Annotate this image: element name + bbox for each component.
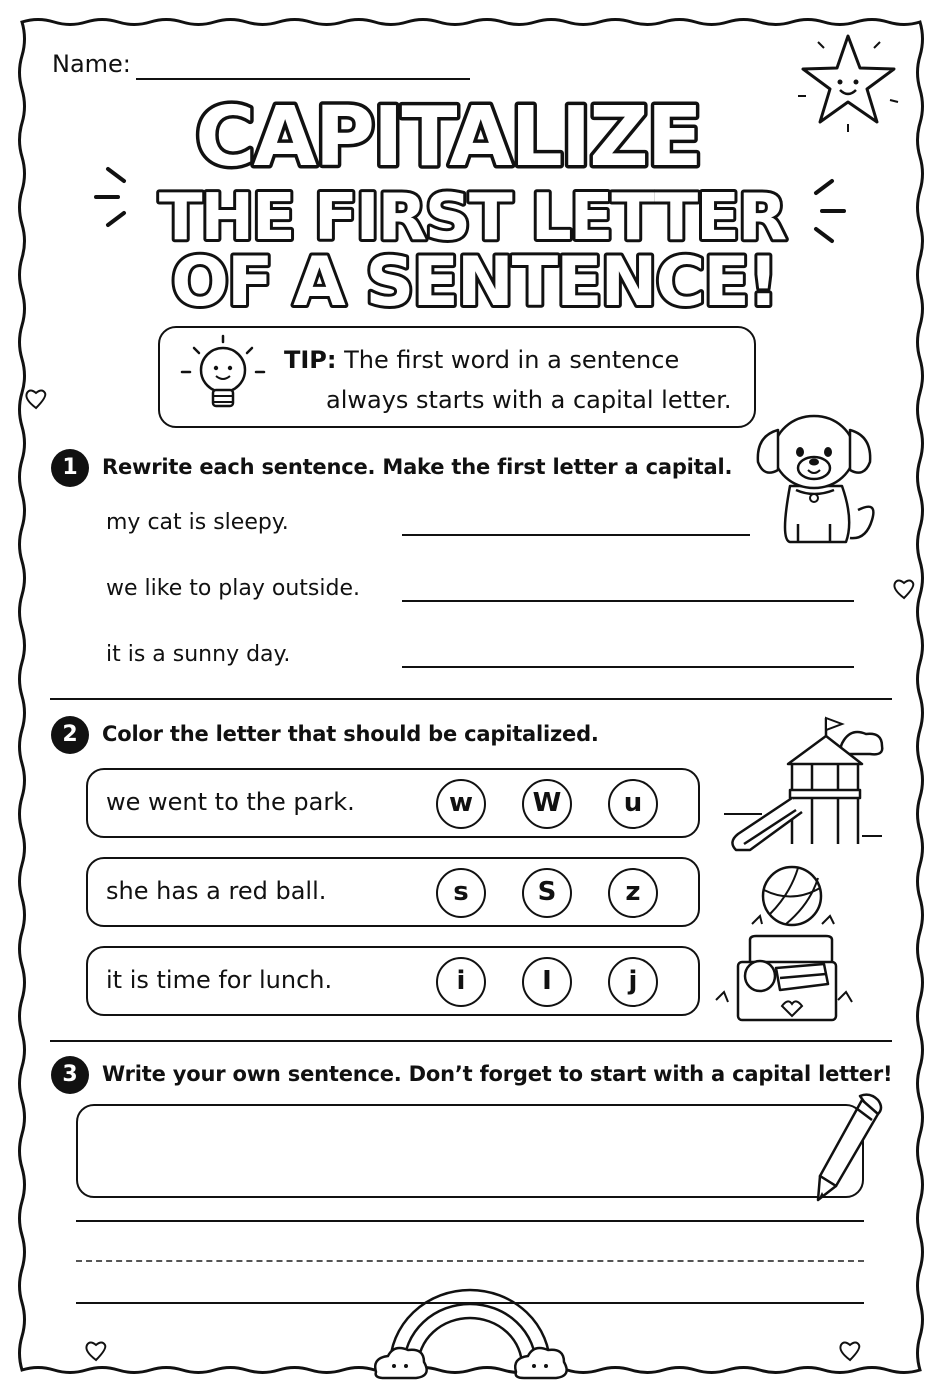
worksheet-title [0,85,944,325]
heart-icon [24,388,48,410]
puppy-icon [750,400,880,550]
choice-sentence-3: it is time for lunch. [106,966,333,994]
lunchbox-icon [714,934,864,1026]
letter-option-1b[interactable]: W [522,779,572,829]
sentence-3: it is a sunny day. [106,642,291,667]
letter-option-2a[interactable]: s [436,868,486,918]
letter-option-3c[interactable]: j [608,957,658,1007]
choice-sentence-1: we went to the park. [106,788,355,816]
choice-sentence-2: she has a red ball. [106,877,327,905]
sentence-2: we like to play outside. [106,576,360,601]
section-2-instruction: Color the letter that should be capitalized. [102,722,599,746]
tip-line-2: always starts with a capital letter. [326,386,732,414]
section-1-number: 1 [51,449,89,487]
sentence-1: my cat is sleepy. [106,510,289,535]
letter-option-1c[interactable]: u [608,779,658,829]
heart-icon [84,1340,108,1362]
section-1-instruction: Rewrite each sentence. Make the first letter a capital. [102,455,733,479]
title-line-3: OF A SENTENCE! [171,243,777,322]
name-write-line[interactable] [136,78,470,80]
tip-text [284,340,732,420]
name-label: Name: [52,50,131,78]
letter-option-3b[interactable]: I [522,957,572,1007]
ball-icon [750,864,836,928]
heart-icon [838,1340,862,1362]
title-line-1: CAPITALIZE [195,90,701,185]
tip-line-1: The first word in a sentence [344,346,680,374]
section-3-instruction: Write your own sentence. Don’t forget to start with a capital letter! [102,1062,893,1086]
letter-option-2c[interactable]: z [608,868,658,918]
rainbow-icon [370,1286,570,1384]
lightbulb-icon [178,332,268,424]
writing-line-top[interactable] [76,1220,864,1222]
letter-option-3a[interactable]: i [436,957,486,1007]
section-divider-2 [50,1040,892,1042]
own-sentence-box[interactable] [76,1104,864,1198]
section-divider-1 [50,698,892,700]
pencil-icon [806,1090,888,1208]
rewrite-line-1[interactable] [402,534,750,536]
rewrite-line-3[interactable] [402,666,854,668]
writing-line-middle-dashed [76,1260,864,1262]
heart-icon [892,578,916,600]
section-2-number: 2 [51,716,89,754]
playground-icon [722,714,888,856]
title-line-2: THE FIRST LETTER [158,181,786,255]
letter-option-2b[interactable]: S [522,868,572,918]
section-3-number: 3 [51,1056,89,1094]
rewrite-line-2[interactable] [402,600,854,602]
letter-option-1a[interactable]: w [436,779,486,829]
tip-label: TIP: [284,346,337,374]
